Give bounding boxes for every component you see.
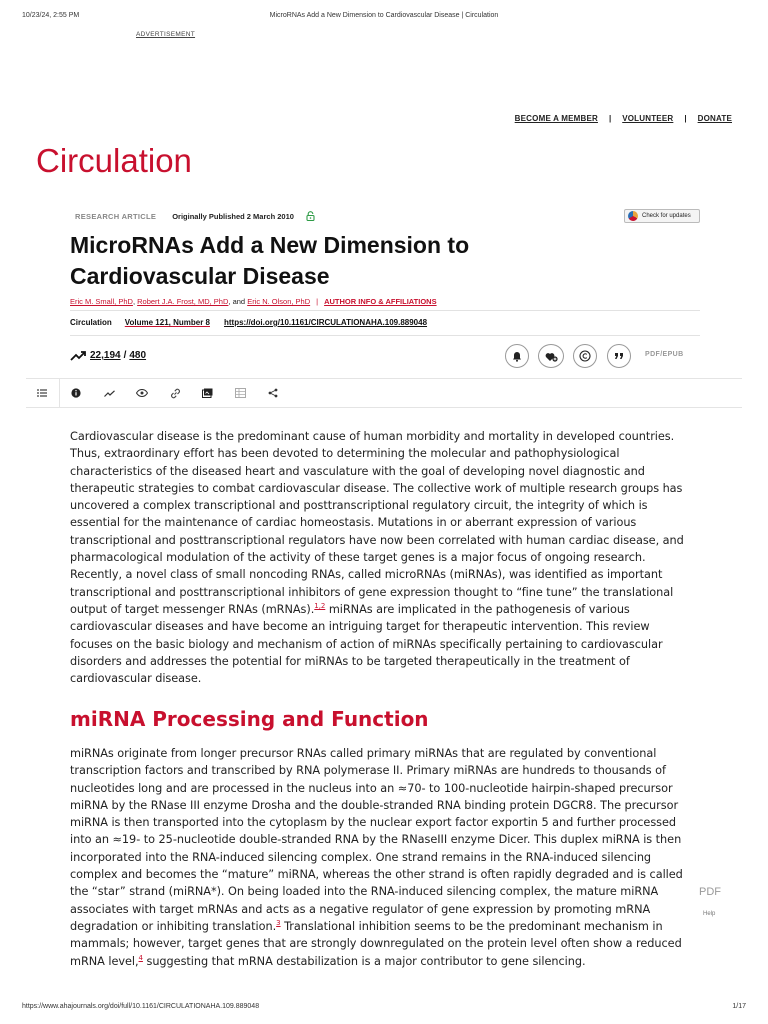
article-toolbar <box>26 378 742 408</box>
share-icon[interactable] <box>267 387 279 399</box>
article-metrics[interactable] <box>70 350 146 361</box>
print-url: https://www.ahajournals.org/doi/full/10.1161/CIRCULATIONAHA.109.889048 <box>22 1003 260 1010</box>
paragraph-text: miRNAs originate from longer precursor RNAs called primary miRNAs that are regulated by conventional transcription factors and transcribed by RNA polymerase II. Primary miRNAs are hundreds to thousands of nucleotides long and are processed in the nucleus into an ≈70- to 100-nucleotide hairpin-shaped precursor miRNA by the RNase III enzyme Drosha and the double-stranded RNA binding protein DGCR8. The precursor miRNA is then transported into the cytoplasm by the nuclear export factor exportin 5 and further processed into an ≈19- to 25-nucleotide double-stranded RNA by the RNaseIII enzyme Dicer. This duplex miRNA is then incorporated into the RNA-induced silencing complex. One strand remains in the RNA-induced silencing complex and becomes the “mature” miRNA, whereas the other strand is often rapidly degraded and is called the “star” strand (miRNA*). On being loaded into the RNA-induced silencing complex, the mature miRNA associates with target mRNAs and acts as a negative regulator of gene expression by promoting mRNA degradation or inhibiting translation. <box>70 747 683 933</box>
views-count: 22,194 <box>90 350 121 361</box>
print-page-number: 1/17 <box>732 1003 746 1010</box>
author-link[interactable]: Robert J.A. Frost, MD, PhD <box>137 297 229 306</box>
link-icon[interactable] <box>169 387 181 399</box>
nav-separator: | <box>608 114 612 123</box>
paragraph-text: Cardiovascular disease is the predominant cause of human morbidity and mortality in developed countries. Thus, extraordinary effort has been devoted to determining the molecular and pathophysiological characteristics of the diseased heart and vasculature with the goal of developing novel diagnostic and therapeutic strategies to combat cardiovascular disease. The collective work of multiple research groups has uncovered a complex transcriptional and posttranscriptional regulatory circuit, the integrity of which is essential for the maintenance of cardiac homeostasis. Mutations in or aberrant expression of various transcriptional and posttranscriptional regulators have now been correlated with human cardiac disease, and pharmacological modulation of the activity of these target genes is a major focus of ongoing research. Recently, a novel class of small noncoding RNAs, called microRNAs (miRNAs), was identified as important transcriptional and posttranscriptional inhibitors of gene expression thought to “fine tune” the translational output of target messenger RNAs (mRNAs). <box>70 430 684 616</box>
advertisement-label: ADVERTISEMENT <box>136 31 196 38</box>
eye-icon[interactable] <box>136 387 148 399</box>
nav-separator: | <box>684 114 687 123</box>
check-updates-label: Check for updates <box>642 213 691 219</box>
become-member-link[interactable]: BECOME A MEMBER <box>514 114 598 123</box>
info-icon[interactable] <box>70 387 82 399</box>
help-button[interactable]: Help <box>703 911 716 917</box>
citations-count: 480 <box>129 350 147 361</box>
table-icon[interactable] <box>234 387 246 399</box>
section-paragraph <box>70 745 692 970</box>
author-divider: | <box>316 297 319 306</box>
article-meta <box>75 211 315 221</box>
heart-add-icon <box>545 351 558 362</box>
quote-icon <box>614 352 624 360</box>
print-date: 10/23/24, 2:55 PM <box>22 12 80 19</box>
volunteer-link[interactable]: VOLUNTEER <box>622 114 674 123</box>
author-info-affiliations-link[interactable]: AUTHOR INFO & AFFILIATIONS <box>324 297 437 306</box>
paragraph-text: Translational inhibition seems to be the predominant mechanism in mammals; however, target genes that are strongly downregulated on the protein level often show a reduced mRNA level, <box>70 919 682 968</box>
crossmark-icon <box>628 211 638 221</box>
cite-button[interactable] <box>607 344 631 368</box>
article-type: RESEARCH ARTICLE <box>75 211 157 221</box>
author-link[interactable]: Eric N. Olson, PhD <box>247 297 311 306</box>
permissions-button[interactable] <box>573 344 597 368</box>
paragraph-text: miRNAs are implicated in the pathogenesis of various cardiovascular diseases and have become an intriguing target for therapeutic intervention. This review focuses on the basic biology and mechanism of action of miRNAs specifically pertaining to cardiovascular disorders and addresses the potential for miRNAs to be targeted therapeutically in the treatment of cardiovascular disease. <box>70 602 663 686</box>
pdf-epub-link[interactable]: PDF/EPUB <box>645 351 684 358</box>
donate-link[interactable]: DONATE <box>697 114 732 123</box>
toolbar-divider <box>59 379 60 408</box>
bell-icon <box>512 351 522 362</box>
favorite-button[interactable] <box>538 344 564 368</box>
divider <box>70 310 700 311</box>
print-page-title: MicroRNAs Add a New Dimension to Cardiovascular Disease | Circulation <box>269 12 499 19</box>
author-list <box>70 297 437 306</box>
reference-link[interactable]: 1,2 <box>314 602 326 611</box>
author-separator: , <box>132 297 136 306</box>
image-icon[interactable] <box>201 387 213 399</box>
journal-logo[interactable]: Circulation <box>36 142 192 179</box>
author-link[interactable]: Eric M. Small, PhD <box>70 297 133 306</box>
open-access-icon <box>306 211 315 221</box>
author-separator: , and <box>228 297 246 306</box>
doi-link[interactable]: https://doi.org/10.1161/CIRCULATIONAHA.109.889048 <box>224 318 428 327</box>
article-title: MicroRNAs Add a New Dimension to Cardiovascular Disease <box>70 232 470 289</box>
divider <box>70 335 700 336</box>
metrics-separator: / <box>123 350 127 361</box>
section-heading: miRNA Processing and Function <box>70 707 429 731</box>
top-nav <box>515 114 732 123</box>
paragraph-text: suggesting that mRNA destabilization is a major contributor to gene silencing. <box>142 954 586 968</box>
trend-icon[interactable] <box>103 387 115 399</box>
trend-up-icon <box>70 351 86 361</box>
reference-link[interactable]: 3 <box>276 919 281 928</box>
copyright-icon <box>579 350 591 362</box>
check-for-updates-button[interactable] <box>624 209 700 223</box>
menu-list-icon[interactable] <box>36 387 48 399</box>
print-header <box>22 12 746 24</box>
intro-paragraph <box>70 428 692 687</box>
alert-button[interactable] <box>505 344 529 368</box>
publish-date: Originally Published 2 March 2010 <box>172 211 294 221</box>
journal-name: Circulation <box>70 318 112 327</box>
floating-pdf-button[interactable]: PDF <box>699 886 721 898</box>
volume-link[interactable]: Volume 121, Number 8 <box>124 318 210 327</box>
citation-row <box>70 318 427 327</box>
reference-link[interactable]: 4 <box>138 953 143 962</box>
